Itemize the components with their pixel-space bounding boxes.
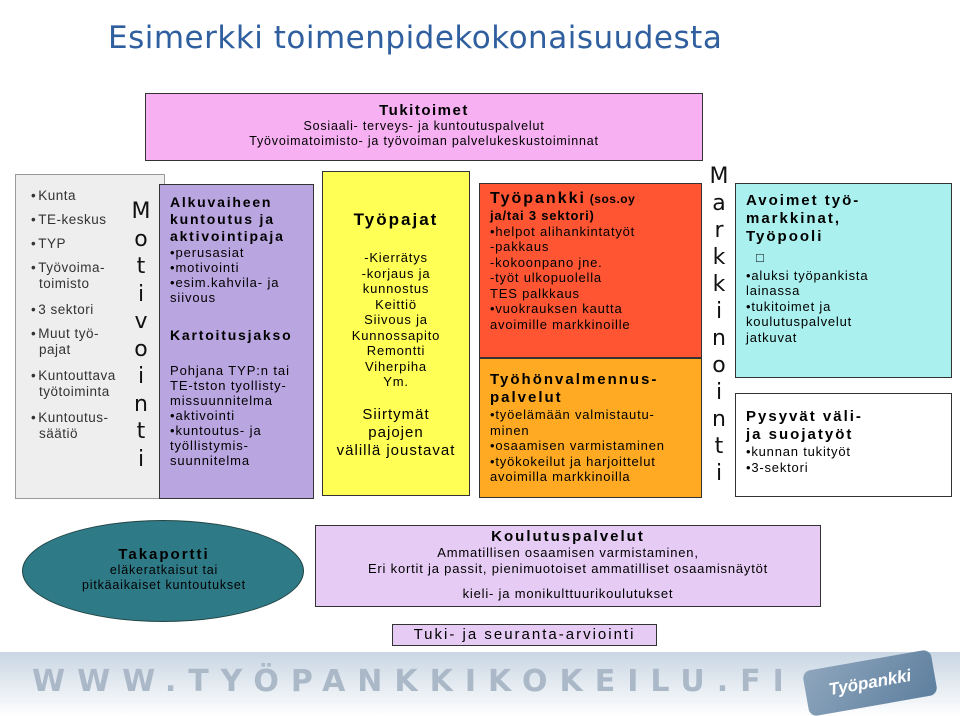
alku-item: siivous	[170, 290, 217, 305]
actor-list-item: • Kuntouttava työtoiminta	[31, 368, 116, 400]
pysyvat-box	[735, 393, 952, 497]
tyopankki-heading-suffix: (sos.oy	[585, 192, 636, 206]
actor-list-item: • TYP	[31, 236, 116, 252]
vertical-letter: t	[136, 419, 146, 444]
koulutuspalvelut-box	[315, 525, 821, 607]
tyohonvalmennus-item: •työelämään valmistautu-	[490, 407, 655, 422]
vertical-letter: i	[715, 299, 723, 324]
vertical-letter: v	[134, 309, 148, 334]
kartoitus-item: •kuntoutus- ja	[170, 423, 262, 438]
vertical-letter: i	[137, 281, 145, 307]
tyopajat-item: Kunnossapito	[351, 327, 441, 343]
takaportti-line: eläkeratkaisut tai	[109, 563, 219, 577]
kartoitus-item: suunnitelma	[170, 453, 250, 468]
vertical-letter: n	[134, 391, 148, 417]
avoimet-item: jatkuvat	[746, 329, 798, 345]
vertical-letter: t	[714, 434, 724, 459]
tyopankki-item: ja/tai 3 sektori)	[490, 208, 595, 223]
pysyvat-item: •kunnan tukityöt	[746, 444, 851, 459]
vertical-letter: t	[136, 254, 146, 279]
actor-list-item: • Työvoima- toimisto	[31, 260, 116, 292]
tyopankki-item: •vuokrauksen kautta	[490, 301, 623, 316]
tyopajat-item: Siivous ja	[364, 312, 428, 327]
seuranta-box: Tuki- ja seuranta-arviointi	[392, 624, 657, 646]
alkuvaihe-box	[159, 184, 314, 499]
takaportti-line: pitkäaikaiset kuntoutukset	[82, 578, 246, 592]
tyopajat-box	[322, 171, 470, 496]
tyohonvalmennus-item: •osaamisen varmistaminen	[490, 438, 665, 453]
alku-item: •esim.kahvila- ja	[170, 275, 280, 290]
kartoitus-item: •aktivointi	[170, 408, 236, 423]
motivointi-vertical-word	[128, 198, 154, 473]
page-title: Esimerkki toimenpidekokonaisuudesta	[108, 20, 723, 56]
koulutus-line: Ammatillisen osaamisen varmistaminen,	[437, 545, 699, 560]
koulutus-heading: Koulutuspalvelut	[491, 528, 645, 545]
tyohonvalmennus-item: avoimilla markkinoilla	[490, 469, 631, 484]
avoimet-item: lainassa	[746, 283, 801, 298]
tyohonvalmennus-item: minen	[490, 422, 530, 438]
vertical-letter: i	[137, 364, 145, 389]
takaportti-heading: Takaportti	[118, 546, 210, 563]
takaportti-ellipse	[22, 520, 304, 622]
vertical-letter: o	[134, 226, 148, 252]
actor-list-item: • Muut työ- pajat	[31, 326, 116, 358]
tyopajat-item: -Kierrätys	[364, 250, 428, 265]
vertical-letter: i	[715, 380, 723, 405]
tyopankki-item: avoimille markkinoille	[490, 316, 631, 332]
siirtyma-text	[323, 406, 469, 460]
tyopajat-item: Remontti	[366, 343, 426, 358]
square-marker-icon: □	[756, 250, 765, 265]
tukitoimet-box	[145, 93, 703, 161]
tukitoimet-line: Työvoimatoimisto- ja työvoiman palvelukeskustoiminnat	[249, 134, 599, 148]
alku-item: •motivointi	[170, 260, 240, 275]
actor-list-item: • 3 sektori	[31, 302, 116, 318]
footer-url[interactable]: WWW.TYÖPANKKIKOKEILU.FI	[32, 664, 796, 699]
koulutus-line: Eri kortit ja passit, pienimuotoiset ammatilliset osaamisnäytöt	[367, 561, 769, 576]
actor-list-item: • Kunta	[31, 188, 116, 204]
tyopajat-item: Viherpiha	[365, 358, 427, 374]
tyopankki-item: •helpot alihankintatyöt	[490, 223, 636, 239]
vertical-letter: i	[137, 446, 145, 472]
kartoitus-item: Pohjana TYP:n tai	[170, 363, 290, 378]
vertical-letter: M	[131, 199, 151, 224]
tyopajat-item: -korjaus ja	[361, 265, 431, 281]
vertical-letter: n	[712, 407, 726, 432]
tukitoimet-line: Sosiaali- terveys- ja kuntoutuspalvelut	[303, 119, 545, 133]
kartoitus-item: missuunnitelma	[170, 393, 273, 408]
vertical-letter: k	[712, 245, 726, 270]
vertical-letter: n	[712, 326, 726, 351]
koulutus-line: kieli- ja monikulttuurikoulutukset	[462, 586, 674, 601]
tyohonvalmennus-heading: Työhönvalmennus- palvelut	[490, 371, 659, 406]
avoimet-markkinat-box	[735, 183, 952, 378]
tyopankki-item: -kokoonpano jne.	[490, 254, 603, 270]
pysyvat-heading: Pysyvät väli- ja suojatyöt	[746, 408, 863, 443]
vertical-letter: M	[709, 164, 729, 189]
pysyvat-item: •3-sektori	[746, 460, 809, 475]
vertical-letter: a	[712, 191, 726, 216]
tukitoimet-heading: Tukitoimet	[379, 102, 469, 119]
avoimet-item: koulutuspalvelut	[746, 314, 853, 329]
siirtyma-line: Siirtymät	[362, 405, 430, 423]
tyopankki-item: TES palkkaus	[490, 285, 580, 301]
tyopankki-heading-text: Työpankki	[490, 190, 586, 207]
tyopankki-heading	[490, 190, 691, 208]
alku-heading: Alkuvaiheen kuntoutus ja aktivointipaja	[170, 194, 285, 244]
footer-banner	[0, 652, 960, 716]
kartoitus-heading: Kartoitusjakso	[170, 327, 293, 343]
tyohonvalmennus-item: •työkokeilut ja harjoittelut	[490, 453, 656, 469]
tyopajat-heading: Työpajat	[353, 210, 439, 229]
tyopankki-box	[479, 183, 702, 358]
alku-item: •perusasiat	[170, 245, 245, 260]
actor-list-item: • Kuntoutus- säätiö	[31, 410, 116, 442]
avoimet-heading: Avoimet työ- markkinat, Työpooli	[746, 192, 861, 245]
siirtyma-line: välillä joustavat	[336, 441, 456, 459]
tyopankki-logo: Työpankki	[802, 649, 938, 716]
siirtyma-line: pajojen	[368, 423, 424, 441]
tyopajat-item: Ym.	[383, 374, 409, 389]
kartoitus-item: työllistymis-	[170, 438, 249, 453]
vertical-letter: k	[712, 272, 726, 297]
avoimet-item: •tukitoimet ja	[746, 298, 832, 314]
tyohonvalmennus-box	[479, 358, 702, 498]
vertical-letter: o	[134, 336, 148, 362]
kartoitus-item: TE-tston tyollisty-	[170, 378, 287, 393]
tyopankki-item: -pakkaus	[490, 239, 550, 254]
vertical-letter: o	[712, 353, 726, 378]
vertical-letter: r	[714, 218, 724, 243]
actor-list-item: • TE-keskus	[31, 212, 116, 228]
markkinointi-vertical-word	[706, 163, 732, 487]
tyopajat-item: Keittiö	[375, 296, 417, 312]
tyopankki-item: -työt ulkopuolella	[490, 270, 602, 285]
tyopajat-item: kunnostus	[362, 281, 430, 296]
avoimet-item: •aluksi työpankista	[746, 267, 869, 283]
vertical-letter: i	[715, 461, 723, 486]
